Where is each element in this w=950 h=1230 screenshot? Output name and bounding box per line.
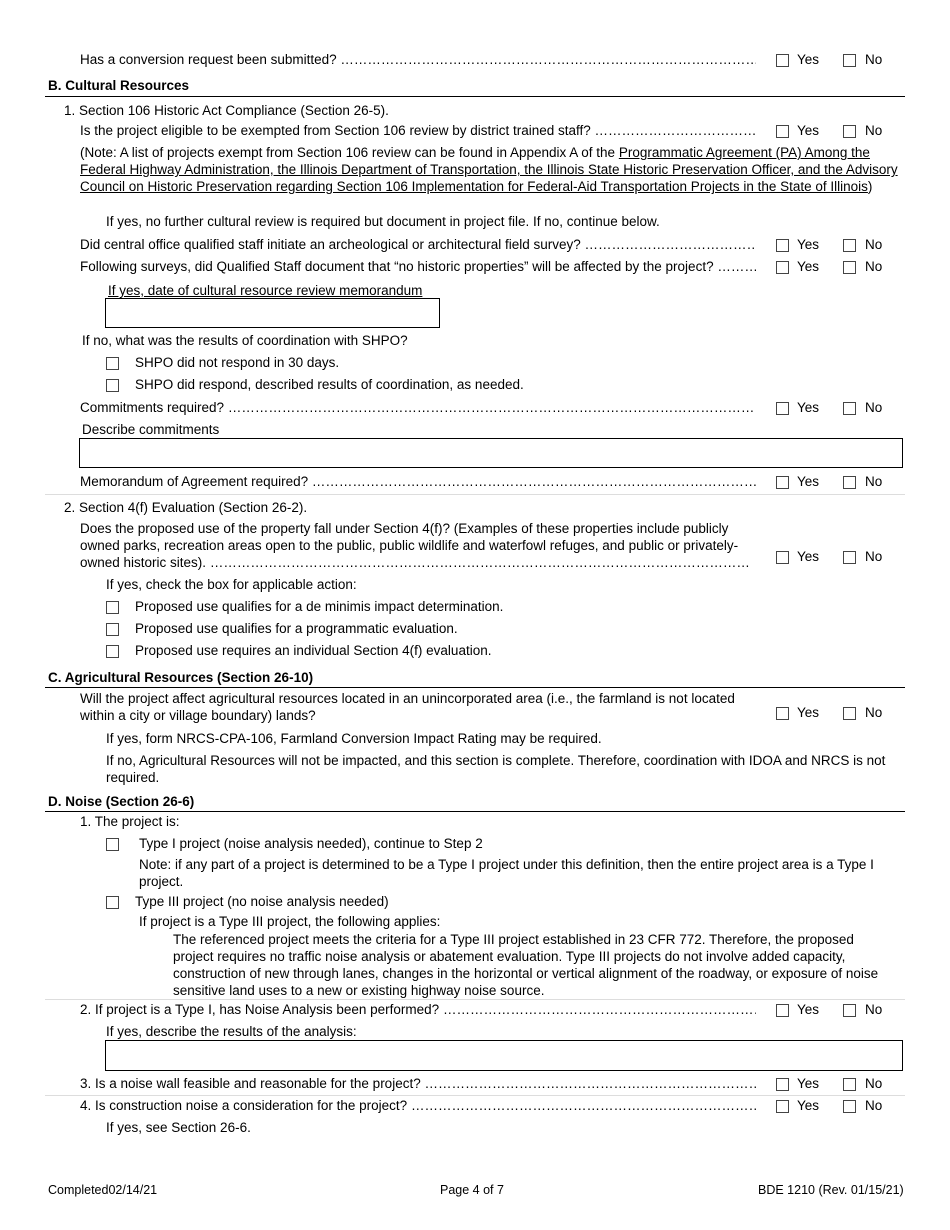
section-4f-question: Does the proposed use of the property fall under Section 4(f)? (Examples of these properties include publicly owned parks, recreation areas open to the public, public wildlife and waterfowl refuges, and public or privately-owned historic sites). ………………………………………………………………………………………………………… xyxy=(80,521,750,570)
moa-question: Memorandum of Agreement required? ……………………………………………………………………………………………………………………………………………………………………………………………………………………………………………… xyxy=(80,474,756,490)
construction-noise-yes-checkbox[interactable] xyxy=(776,1100,789,1113)
yes-label: Yes xyxy=(797,52,820,67)
yes-label: Yes xyxy=(797,705,820,720)
survey-no-checkbox[interactable] xyxy=(843,239,856,252)
shpo-question: If no, what was the results of coordination with SHPO? xyxy=(82,333,408,348)
yes-label: Yes xyxy=(797,400,820,415)
shpo-no-response-label: SHPO did not respond in 30 days. xyxy=(135,355,340,370)
individual-evaluation-checkbox[interactable] xyxy=(106,645,119,658)
describe-commitments-label: Describe commitments xyxy=(82,422,220,437)
yes-label: Yes xyxy=(797,259,820,274)
shpo-responded-checkbox[interactable] xyxy=(106,379,119,392)
commitments-question: Commitments required? ……………………………………………………………………………………………………………………………………………………………………………………………………………………………………………… xyxy=(80,400,756,416)
no-historic-properties-question: Following surveys, did Qualified Staff document that “no historic properties” will be affected by the project? ……………………………………………………………………………………………………………………………………………………………………………………………………………………………………………… xyxy=(80,259,756,275)
yes-label: Yes xyxy=(797,123,820,138)
type3-text: The referenced project meets the criteria for a Type III project established in 23 CFR 772. Therefore, the proposed project requires no traffic noise analysis or abatement evaluation. Type III projects do not involve added capacity, construction of new through lanes, changes in the horizontal or vertical alignment of the roadway, or exposure of noise sensitive land uses to a new or existing highway noise source. xyxy=(173,932,879,998)
noise-project-is: 1. The project is: xyxy=(80,814,180,829)
conversion-question: Has a conversion request been submitted? ……………………………………………………………………………………………………………………………………………………………………………………………………………………………………………… xyxy=(80,52,756,68)
exempt-yes-checkbox[interactable] xyxy=(776,125,789,138)
memo-date-label: If yes, date of cultural resource review memorandum xyxy=(108,283,423,298)
construction-noise-if-yes: If yes, see Section 26-6. xyxy=(106,1120,251,1135)
noise-analysis-input[interactable] xyxy=(105,1040,903,1071)
memo-date-input[interactable] xyxy=(105,298,440,328)
no-label: No xyxy=(865,1098,883,1113)
section-106-heading: 1. Section 106 Historic Act Compliance (Section 26-5). xyxy=(64,103,389,118)
yes-label: Yes xyxy=(797,549,820,564)
agricultural-yes-checkbox[interactable] xyxy=(776,707,789,720)
type3-applies: If project is a Type III project, the following applies: xyxy=(139,914,441,929)
section-4f-if-yes-text: If yes, check the box for applicable action: xyxy=(106,577,357,592)
conversion-yes-checkbox[interactable] xyxy=(776,54,789,67)
type1-label: Type I project (noise analysis needed), continue to Step 2 xyxy=(139,836,483,851)
section-106-note xyxy=(80,144,902,195)
no-label: No xyxy=(865,237,883,252)
section-106-exempt-question: Is the project eligible to be exempted from Section 106 review by district trained staff? ……………………………………………………………………………………………………………………………………………………………………………………………………………………………………………… xyxy=(80,123,756,139)
noise-wall-question: 3. Is a noise wall feasible and reasonable for the project? ……………………………………………………………………………………………………………………………………………………………………………………………………………………………………………… xyxy=(80,1076,756,1092)
commitments-yes-checkbox[interactable] xyxy=(776,402,789,415)
noise-analysis-no-checkbox[interactable] xyxy=(843,1004,856,1017)
de-minimis-checkbox[interactable] xyxy=(106,601,119,614)
programmatic-agreement-link[interactable]: Programmatic Agreement (PA) Among the Federal Highway Administration, the Illinois Department of Transportation, the Illinois State Historic Preservation Officer, and the Advisory Council on Historic Preservation regarding Section 106 Implementation for Federal-Aid Transportation Projects in the State of Illinois xyxy=(80,145,898,194)
note-suffix: ) xyxy=(867,179,873,194)
programmatic-label: Proposed use qualifies for a programmatic evaluation. xyxy=(135,621,458,636)
yes-label: Yes xyxy=(797,474,820,489)
type3-checkbox[interactable] xyxy=(106,896,119,909)
note-prefix: (Note: A list of projects exempt from Section 106 review can be found in Appendix A of the xyxy=(80,145,619,160)
de-minimis-label: Proposed use qualifies for a de minimis impact determination. xyxy=(135,599,504,614)
yes-label: Yes xyxy=(797,237,820,252)
shpo-no-response-checkbox[interactable] xyxy=(106,357,119,370)
no-historic-yes-checkbox[interactable] xyxy=(776,261,789,274)
agricultural-no-checkbox[interactable] xyxy=(843,707,856,720)
section-4f-heading: 2. Section 4(f) Evaluation (Section 26-2). xyxy=(64,500,308,515)
noise-wall-yes-checkbox[interactable] xyxy=(776,1078,789,1091)
row-divider xyxy=(45,1095,905,1096)
completed-label: Completed xyxy=(48,1183,109,1197)
agricultural-if-no-text: If no, Agricultural Resources will not be impacted, and this section is complete. Therefore, coordination with IDOA and NRCS is not required. xyxy=(106,753,886,785)
footer-form-id: BDE 1210 (Rev. 01/15/21) xyxy=(758,1183,904,1197)
programmatic-checkbox[interactable] xyxy=(106,623,119,636)
no-label: No xyxy=(865,123,883,138)
section-divider xyxy=(45,811,905,812)
shpo-responded-label: SHPO did respond, described results of coordination, as needed. xyxy=(135,377,524,392)
row-divider xyxy=(45,494,905,495)
section-divider xyxy=(45,96,905,97)
agricultural-if-yes-text: If yes, form NRCS-CPA-106, Farmland Conversion Impact Rating may be required. xyxy=(106,731,602,746)
yes-label: Yes xyxy=(797,1098,820,1113)
no-label: No xyxy=(865,52,883,67)
no-label: No xyxy=(865,1076,883,1091)
footer-page-number: Page 4 of 7 xyxy=(440,1183,504,1197)
commitments-input[interactable] xyxy=(79,438,903,468)
type1-checkbox[interactable] xyxy=(106,838,119,851)
no-label: No xyxy=(865,474,883,489)
conversion-no-checkbox[interactable] xyxy=(843,54,856,67)
noise-wall-no-checkbox[interactable] xyxy=(843,1078,856,1091)
completed-date: 02/14/21 xyxy=(108,1183,158,1197)
section-d-title: D. Noise (Section 26-6) xyxy=(48,794,195,809)
noise-analysis-describe-label: If yes, describe the results of the analysis: xyxy=(106,1024,357,1039)
section-c-title: C. Agricultural Resources (Section 26-10) xyxy=(48,670,314,685)
no-label: No xyxy=(865,549,883,564)
moa-yes-checkbox[interactable] xyxy=(776,476,789,489)
construction-noise-question: 4. Is construction noise a consideration for the project? ……………………………………………………………………………………………………………………………………………………………………………………………………………………………………………… xyxy=(80,1098,756,1114)
no-historic-no-checkbox[interactable] xyxy=(843,261,856,274)
agricultural-question: Will the project affect agricultural resources located in an unincorporated area (i.e., the farmland is not located within a city or village boundary) lands? xyxy=(80,691,735,723)
commitments-no-checkbox[interactable] xyxy=(843,402,856,415)
no-label: No xyxy=(865,259,883,274)
survey-question: Did central office qualified staff initiate an archeological or architectural field survey? ……………………………………………………………………………………………………………………………………………………………………………………………………………………………………………… xyxy=(80,237,756,253)
moa-no-checkbox[interactable] xyxy=(843,476,856,489)
section-4f-yes-checkbox[interactable] xyxy=(776,551,789,564)
footer-completed xyxy=(48,1182,157,1198)
no-label: No xyxy=(865,400,883,415)
type3-label: Type III project (no noise analysis needed) xyxy=(135,894,389,909)
construction-noise-no-checkbox[interactable] xyxy=(843,1100,856,1113)
no-label: No xyxy=(865,705,883,720)
section-divider xyxy=(45,687,905,688)
yes-label: Yes xyxy=(797,1076,820,1091)
individual-evaluation-label: Proposed use requires an individual Section 4(f) evaluation. xyxy=(135,643,492,658)
yes-label: Yes xyxy=(797,1002,820,1017)
row-divider xyxy=(45,999,905,1000)
type1-note: Note: if any part of a project is determined to be a Type I project under this definition, then the entire project area is a Type I project. xyxy=(139,857,874,889)
section-b-title: B. Cultural Resources xyxy=(48,78,190,93)
noise-analysis-yes-checkbox[interactable] xyxy=(776,1004,789,1017)
section-106-if-yes-text: If yes, no further cultural review is required but document in project file. If no, continue below. xyxy=(106,214,660,229)
exempt-no-checkbox[interactable] xyxy=(843,125,856,138)
section-4f-no-checkbox[interactable] xyxy=(843,551,856,564)
survey-yes-checkbox[interactable] xyxy=(776,239,789,252)
no-label: No xyxy=(865,1002,883,1017)
noise-analysis-question: 2. If project is a Type I, has Noise Analysis been performed? ……………………………………………………………………………………………………………………………………………………………………………………………………………………………………………… xyxy=(80,1002,756,1018)
